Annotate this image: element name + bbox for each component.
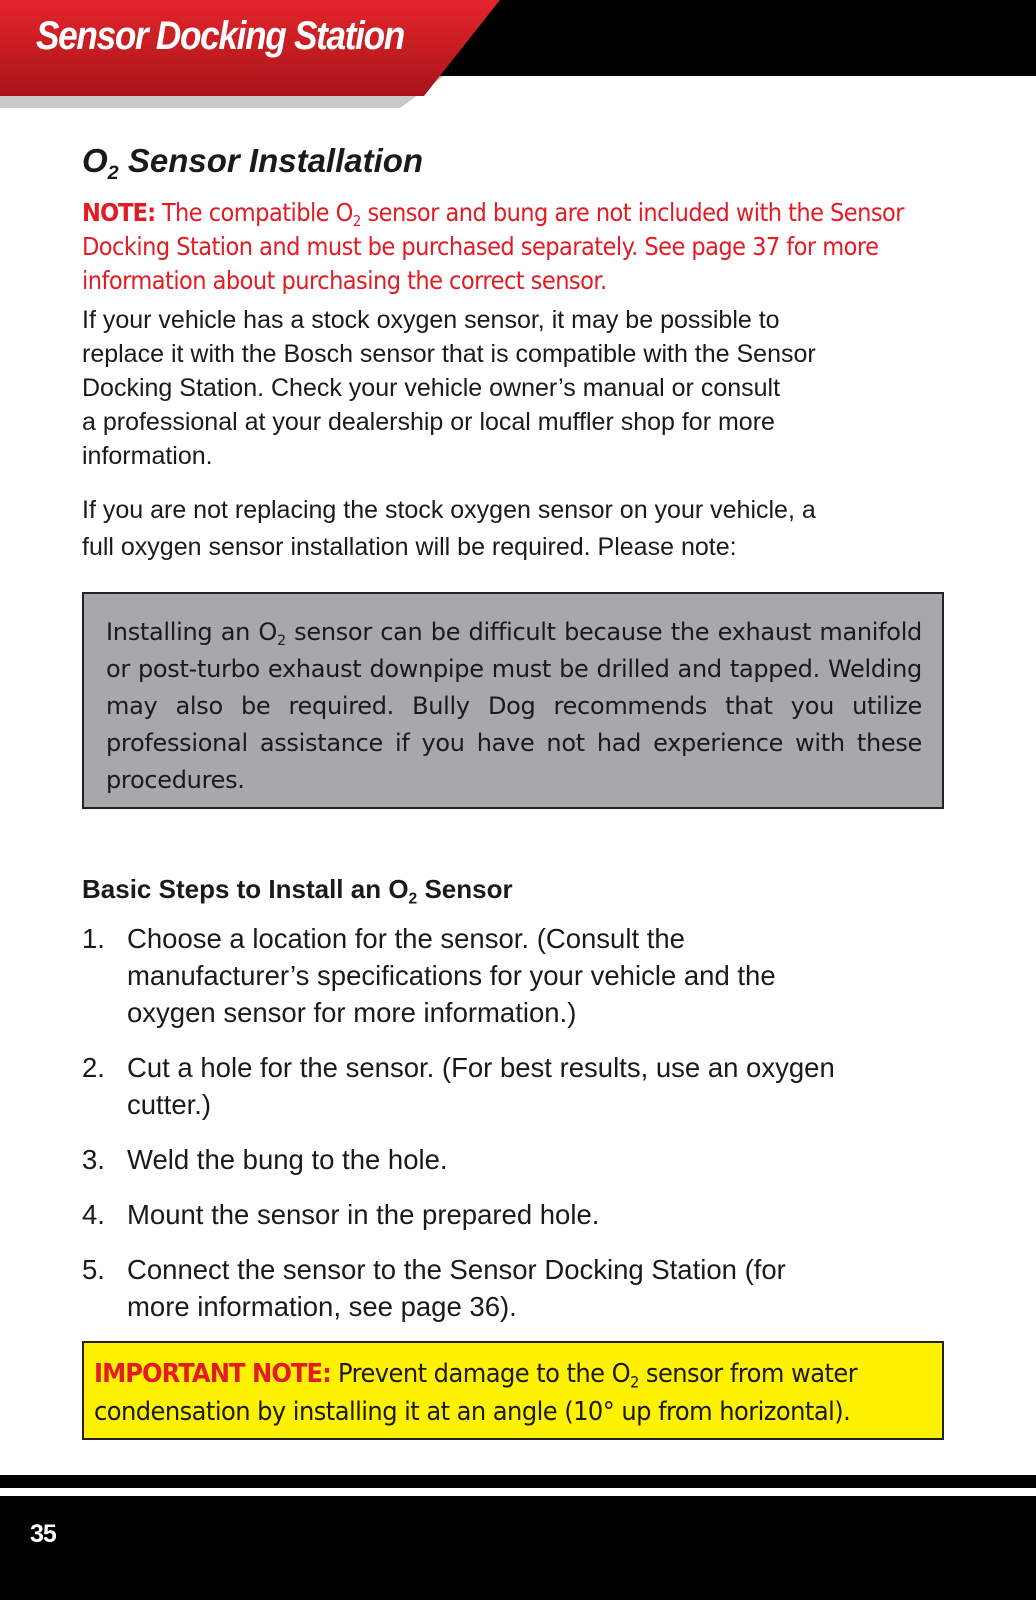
list-item <box>82 1196 964 1233</box>
para-line: replace it with the Bosch sensor that is compatible with the Sensor <box>82 340 816 368</box>
step-number: 5. <box>82 1254 105 1285</box>
important-line-2: condensation by installing it at an angle (10° up from horizontal). <box>94 1397 851 1427</box>
list-item <box>82 1141 964 1178</box>
list-item <box>82 920 964 1031</box>
step-number: 2. <box>82 1052 105 1083</box>
paragraph-stock-sensor <box>82 303 964 473</box>
step-line: Mount the sensor in the prepared hole. <box>127 1199 600 1230</box>
red-note <box>82 196 963 298</box>
para-line: Docking Station. Check your vehicle owner’s manual or consult <box>82 374 781 402</box>
list-item <box>82 1049 964 1123</box>
header-title: Sensor Docking Station <box>36 14 404 58</box>
step-number: 4. <box>82 1199 105 1230</box>
important-note-text <box>94 1355 931 1431</box>
note-label: NOTE: <box>82 198 156 227</box>
step-line: cutter.) <box>127 1089 212 1120</box>
important-line-1: IMPORTANT NOTE: Prevent damage to the $O_2$ sensor from water <box>94 1359 858 1392</box>
step-line: more information, see page 36). <box>127 1291 517 1322</box>
steps-title: Basic Steps to Install an $O_2$ Sensor <box>82 874 513 908</box>
step-line: Cut a hole for the sensor. (For best results, use an oxygen <box>127 1052 835 1083</box>
step-line: Connect the sensor to the Sensor Docking Station (for <box>127 1254 786 1285</box>
footer-divider <box>0 1475 1036 1488</box>
para-line: a professional at your dealership or local muffler shop for more <box>82 408 775 436</box>
section-title: $O_2$ Sensor Installation <box>82 142 424 184</box>
important-note-box <box>82 1341 944 1440</box>
note-line-2: Docking Station and must be purchased separately. See page 37 for more <box>82 232 879 261</box>
page-header <box>0 0 1036 112</box>
important-label: IMPORTANT NOTE: <box>94 1359 331 1389</box>
step-line: manufacturer’s specifications for your vehicle and the <box>127 960 776 991</box>
para-line: If your vehicle has a stock oxygen sensor, it may be possible to <box>82 306 780 334</box>
steps-list <box>82 920 964 1343</box>
para-line: full oxygen sensor installation will be required. Please note: <box>82 533 737 561</box>
step-line: Choose a location for the sensor. (Consult the <box>127 923 685 954</box>
step-number: 1. <box>82 923 105 954</box>
page-number: 35 <box>30 1520 56 1548</box>
step-line: oxygen sensor for more information.) <box>127 997 577 1028</box>
para-line: information. <box>82 442 213 470</box>
list-item <box>82 1251 964 1325</box>
para-line: If you are not replacing the stock oxygen sensor on your vehicle, a <box>82 496 816 524</box>
note-line-3: information about purchasing the correct sensor. <box>82 266 607 295</box>
warning-text: Installing an $O_2$ sensor can be difficult because the exhaust manifold or post-turbo exhaust downpipe must be drilled and tapped. Welding may also be required. Bully Dog recommends that you utilize professional assistance if you have not had experience with these procedures. <box>106 618 922 794</box>
step-number: 3. <box>82 1144 105 1175</box>
note-line-1: NOTE: The compatible $O_2$ sensor and bung are not included with the Sensor <box>82 198 904 231</box>
warning-box <box>82 592 944 809</box>
paragraph-full-installation <box>82 492 964 566</box>
step-line: Weld the bung to the hole. <box>127 1144 448 1175</box>
page-footer <box>0 1496 1036 1600</box>
